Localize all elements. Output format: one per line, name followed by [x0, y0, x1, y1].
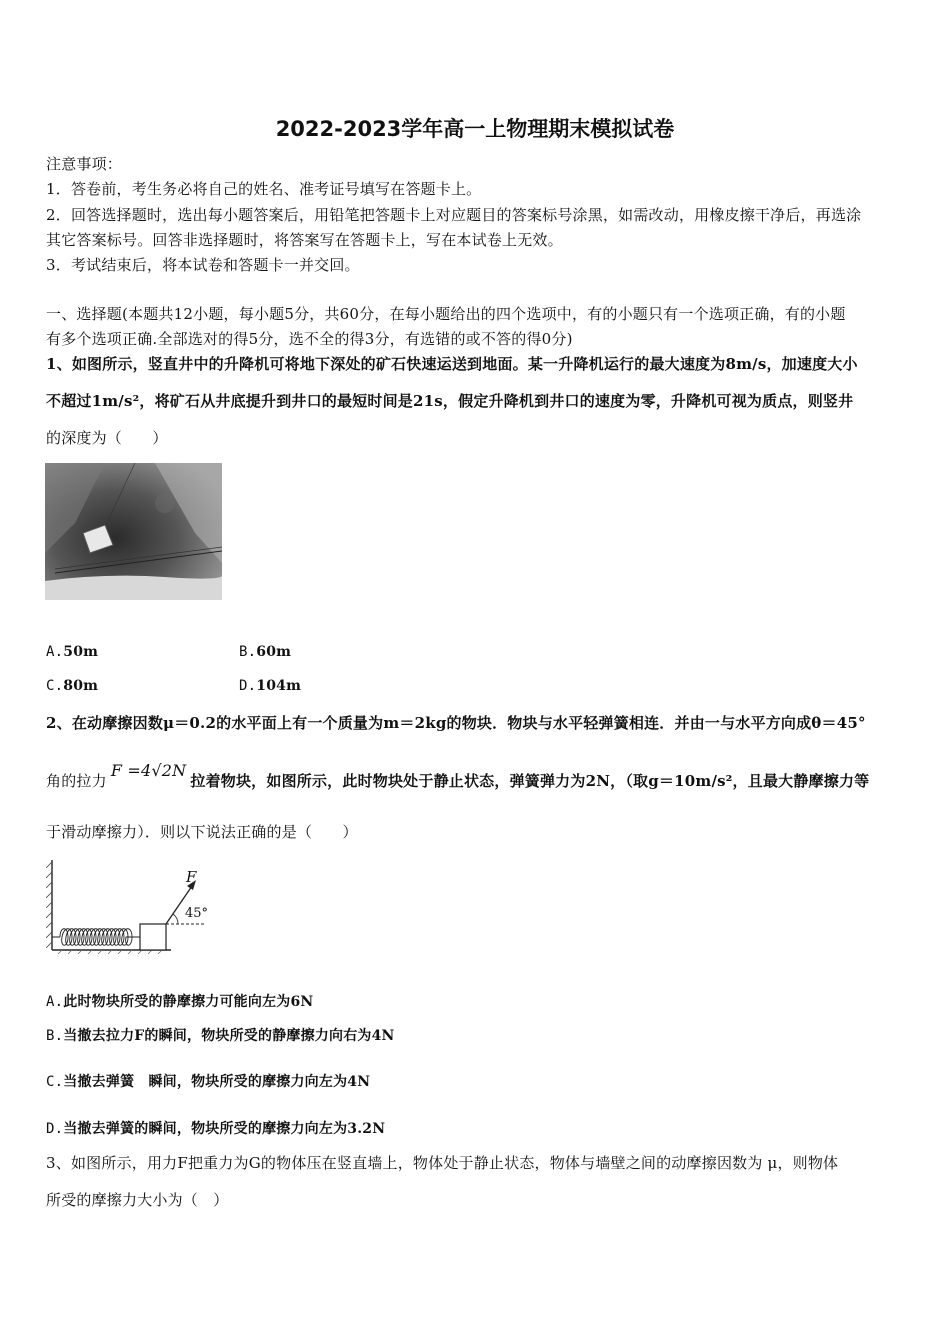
notice-item-3: 3．考试结束后，将本试卷和答题卡一并交回。: [46, 256, 360, 274]
q1-option-c-label: C.: [46, 678, 64, 694]
q2-option-b-label: B.: [46, 1028, 64, 1044]
q3-stem-line1: 3、如图所示，用力F把重力为G的物体压在竖直墙上，物体处于静止状态，物体与墙壁之间的动摩擦因数为 μ，则物体: [46, 1154, 839, 1172]
q2-option-a-label: A.: [46, 994, 64, 1010]
q1-option-c-text: 80m: [63, 678, 99, 694]
q2-option-b-text: 当撤去拉力F的瞬间，物块所受的静摩擦力向右为4N: [63, 1028, 395, 1044]
mine-shaft-photo: [45, 463, 222, 600]
q1-option-d[interactable]: [239, 678, 301, 694]
section-heading-line1: 一、选择题(本题共12小题，每小题5分，共60分，在每小题给出的四个选项中，有的小题只有一个选项正确，有的小题: [46, 305, 846, 323]
q1-option-c[interactable]: [46, 678, 98, 694]
q2-option-c[interactable]: [46, 1071, 370, 1091]
angle-label: 45°: [185, 906, 209, 921]
q1-option-b-text: 60m: [256, 644, 292, 660]
q2-stem-line2-pre: 角的拉力: [46, 772, 107, 790]
q1-stem-line2: 不超过1m/s²，将矿石从井底提升到井口的最短时间是21s，假定升降机到井口的速度为零，升降机可视为质点，则竖井: [46, 392, 854, 410]
q2-option-a[interactable]: [46, 991, 313, 1011]
q2-stem-line2: [46, 761, 870, 791]
q2-stem-line2-post: 拉着物块，如图所示，此时物块处于静止状态，弹簧弹力为2N，（取g＝10m/s²，且最大静摩擦力等: [190, 772, 870, 790]
q2-option-c-label: C.: [46, 1074, 64, 1090]
spring-block-figure: [46, 858, 216, 954]
q1-option-a[interactable]: [46, 644, 98, 660]
q2-stem-line1: 2、在动摩擦因数μ＝0.2的水平面上有一个质量为m＝2kg的物块．物块与水平轻弹簧相连．并由一与水平方向成θ＝45°: [46, 714, 866, 732]
q1-stem-line3: 的深度为（ ）: [46, 429, 168, 447]
q2-option-b[interactable]: [46, 1025, 395, 1045]
q1-option-d-text: 104m: [256, 678, 302, 694]
q1-option-d-label: D.: [239, 678, 257, 694]
q2-option-c-text: 当撤去弹簧 瞬间，物块所受的摩擦力向左为4N: [63, 1074, 371, 1090]
q1-option-b[interactable]: [239, 644, 291, 660]
q2-option-d-text: 当撤去弹簧的瞬间，物块所受的摩擦力向左为3.2N: [63, 1121, 386, 1137]
q1-stem-line1: 1、如图所示，竖直井中的升降机可将地下深处的矿石快速运送到地面。某一升降机运行的最大速度为8m/s，加速度大小: [46, 355, 858, 373]
q2-force-formula: F =4√2N: [110, 761, 187, 780]
section-heading-line2: 有多个选项正确.全部选对的得5分，选不全的得3分，有选错的或不答的得0分): [46, 330, 573, 348]
q2-stem-line3: 于滑动摩擦力）．则以下说法正确的是（ ）: [46, 823, 358, 841]
q2-option-d-label: D.: [46, 1121, 64, 1137]
q2-option-d[interactable]: [46, 1118, 385, 1138]
q1-option-a-text: 50m: [63, 644, 99, 660]
force-label: F: [186, 868, 197, 886]
notice-heading: 注意事项：: [46, 155, 123, 173]
q3-stem-line2: 所受的摩擦力大小为（ ）: [46, 1191, 229, 1209]
notice-item-1: 1．答卷前，考生务必将自己的姓名、准考证号填写在答题卡上。: [46, 180, 482, 198]
page-title: 2022-2023学年高一上物理期末模拟试卷: [275, 117, 675, 141]
q2-option-a-text: 此时物块所受的静摩擦力可能向左为6N: [63, 994, 314, 1010]
q1-option-a-label: A.: [46, 644, 64, 660]
q1-option-b-label: B.: [239, 644, 257, 660]
notice-item-2: 2．回答选择题时，选出每小题答案后，用铅笔把答题卡上对应题目的答案标号涂黑，如需改动，用橡皮擦干净后，再选涂: [46, 206, 862, 224]
notice-item-2-cont: 其它答案标号。回答非选择题时，将答案写在答题卡上，写在本试卷上无效。: [46, 231, 563, 249]
